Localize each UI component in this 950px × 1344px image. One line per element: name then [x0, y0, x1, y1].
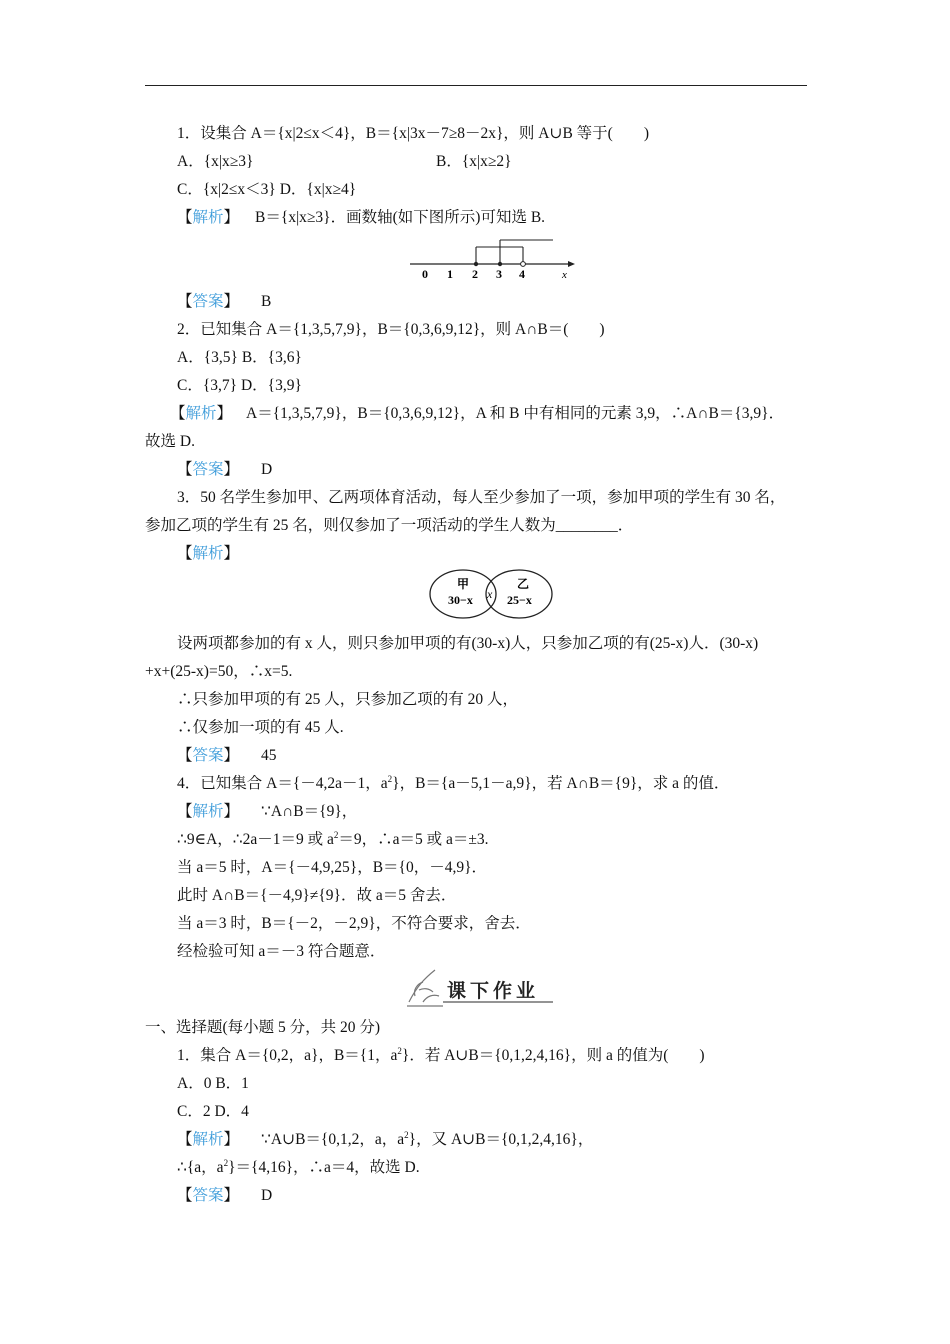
banner-title: 课下作业 — [447, 981, 540, 1002]
q4-solution-line-4: 当 a＝3 时，B＝{－2，－2,9}，不符合要求，舍去． — [177, 915, 531, 932]
venn-middle-label: x — [487, 587, 493, 601]
q4-analysis: 【解析】 ∵A∩B＝{9}， — [177, 803, 358, 820]
q3-solution-line-1: 设两项都参加的有 x 人，则只参加甲项的有(30-x)人，只参加乙项的有(25-x)人．(30-x) — [177, 635, 759, 652]
answer-tag: 答案 — [192, 1187, 224, 1204]
section-title: 一、选择题(每小题 5 分，共 20 分) — [145, 1019, 381, 1036]
analysis-tag: 解析 — [192, 209, 224, 226]
q1-stem: 1．设集合 A＝{x|2≤x＜4}，B＝{x|3x－7≥8－2x}，则 A∪B 等于( ) — [177, 125, 649, 142]
axis-tick-3: 3 — [496, 267, 502, 281]
axis-tick-4: 4 — [519, 267, 525, 281]
q4-stem: 4．已知集合 A＝{－4,2a－1，$a^2$}，B＝{a－5,1－a,9}，若 A∩B＝{9}，求 a 的值． — [177, 773, 730, 792]
q1-option-a: A．{x|x≥3} — [177, 153, 254, 170]
q1-option-b: B．{x|x≥2} — [436, 153, 512, 170]
q3-stem-line-1: 3．50 名学生参加甲、乙两项体育活动，每人至少参加了一项，参加甲项的学生有 30 名， — [177, 489, 786, 506]
venn-right-expr: 25−x — [507, 593, 532, 607]
axis-tick-2: 2 — [472, 267, 478, 281]
h1-stem: 1．集合 A＝{0,2，a}，B＝{1，$a^2$}．若 A∪B＝{0,1,2,4,16}，则 a 的值为( ) — [177, 1045, 705, 1064]
venn-diagram — [425, 566, 557, 622]
analysis-tag: 解析 — [192, 803, 224, 820]
axis-var-label: x — [562, 269, 567, 281]
axis-tick-0: 0 — [422, 267, 428, 281]
q1-options-cd: C．{x|2≤x＜3} D．{x|x≥4} — [177, 181, 357, 198]
q2-stem: 2．已知集合 A＝{1,3,5,7,9}，B＝{0,3,6,9,12}，则 A∩B＝( ) — [177, 321, 605, 338]
q2-answer: 【答案】 D — [177, 461, 273, 478]
q2-options-ab: A．{3,5} B．{3,6} — [177, 349, 302, 366]
h1-options-ab: A．0 B．1 — [177, 1075, 249, 1092]
q3-solution-line-3: ∴只参加甲项的有 25 人，只参加乙项的有 20 人， — [177, 691, 519, 708]
q1-analysis-text: B＝{x|x≥3}．画数轴(如下图所示)可知选 B. — [255, 209, 546, 226]
q1-answer-value: B — [261, 293, 272, 310]
venn-left-expr: 30−x — [448, 593, 473, 607]
q1-analysis: 【解析】 B＝{x|x≥3}．画数轴(如下图所示)可知选 B. — [177, 209, 546, 226]
q4-solution-line-3: 此时 A∩B＝{－4,9}≠{9}．故 a＝5 舍去． — [177, 887, 457, 904]
q3-stem-line-2: 参加乙项的学生有 25 名，则仅参加了一项活动的学生人数为________． — [145, 517, 634, 534]
q4-solution-line-5: 经检验可知 a＝－3 符合题意． — [177, 943, 386, 960]
q3-answer-value: 45 — [261, 747, 277, 764]
q4-solution-line-1: ∴9∈A，∴2a－1＝9 或 $a^2=9$，∴a＝5 或 a＝±3. — [177, 829, 489, 848]
answer-tag: 答案 — [192, 461, 224, 478]
section-banner — [403, 966, 563, 1010]
leaf-decoration-icon — [407, 970, 443, 1006]
q2-analysis-text: A＝{1,3,5,7,9}，B＝{0,3,6,9,12}，A 和 B 中有相同的元素 3,9，∴A∩B＝{3,9}． — [246, 405, 785, 422]
venn-left-title: 甲 — [457, 577, 470, 591]
answer-tag: 答案 — [192, 747, 224, 764]
header-rule — [145, 85, 807, 86]
analysis-tag: 解析 — [192, 545, 224, 562]
q4-solution-line-2: 当 a＝5 时，A＝{－4,9,25}，B＝{0，－4,9}． — [177, 859, 488, 876]
analysis-tag: 解析 — [185, 405, 217, 422]
q4-analysis-text: ∵A∩B＝{9}， — [261, 803, 358, 820]
h1-options-cd: C．2 D．4 — [177, 1103, 249, 1120]
q3-answer: 【答案】 45 — [177, 747, 277, 764]
answer-tag: 答案 — [192, 293, 224, 310]
q2-answer-value: D — [261, 461, 273, 478]
h1-analysis: 【解析】 ∵A∪B＝{0,1,2，a，$a^2$}，又 A∪B＝{0,1,2,4,16}， — [177, 1129, 594, 1148]
q2-analysis: 【解析】 A＝{1,3,5,7,9}，B＝{0,3,6,9,12}，A 和 B 中有相同的元素 3,9，∴A∩B＝{3,9}． — [170, 405, 785, 422]
analysis-tag: 解析 — [192, 1131, 224, 1148]
h1-answer-value: D — [261, 1187, 273, 1204]
q2-analysis-cont: 故选 D. — [145, 433, 195, 450]
q1-answer: 【答案】 B — [177, 293, 272, 310]
h1-answer: 【答案】 D — [177, 1187, 273, 1204]
number-line-diagram — [405, 234, 580, 282]
venn-right-title: 乙 — [517, 577, 530, 591]
q3-solution-line-4: ∴仅参加一项的有 45 人. — [177, 719, 344, 736]
q3-analysis: 【解析】 — [177, 545, 240, 562]
q3-solution-line-2: +x+(25-x)=50，∴x=5. — [145, 663, 293, 680]
q2-options-cd: C．{3,7} D．{3,9} — [177, 377, 302, 394]
axis-tick-1: 1 — [447, 267, 453, 281]
h1-solution-line-1: ∴{a，$a^2\}=\{4,16\}$，∴a＝4，故选 D. — [177, 1157, 420, 1176]
